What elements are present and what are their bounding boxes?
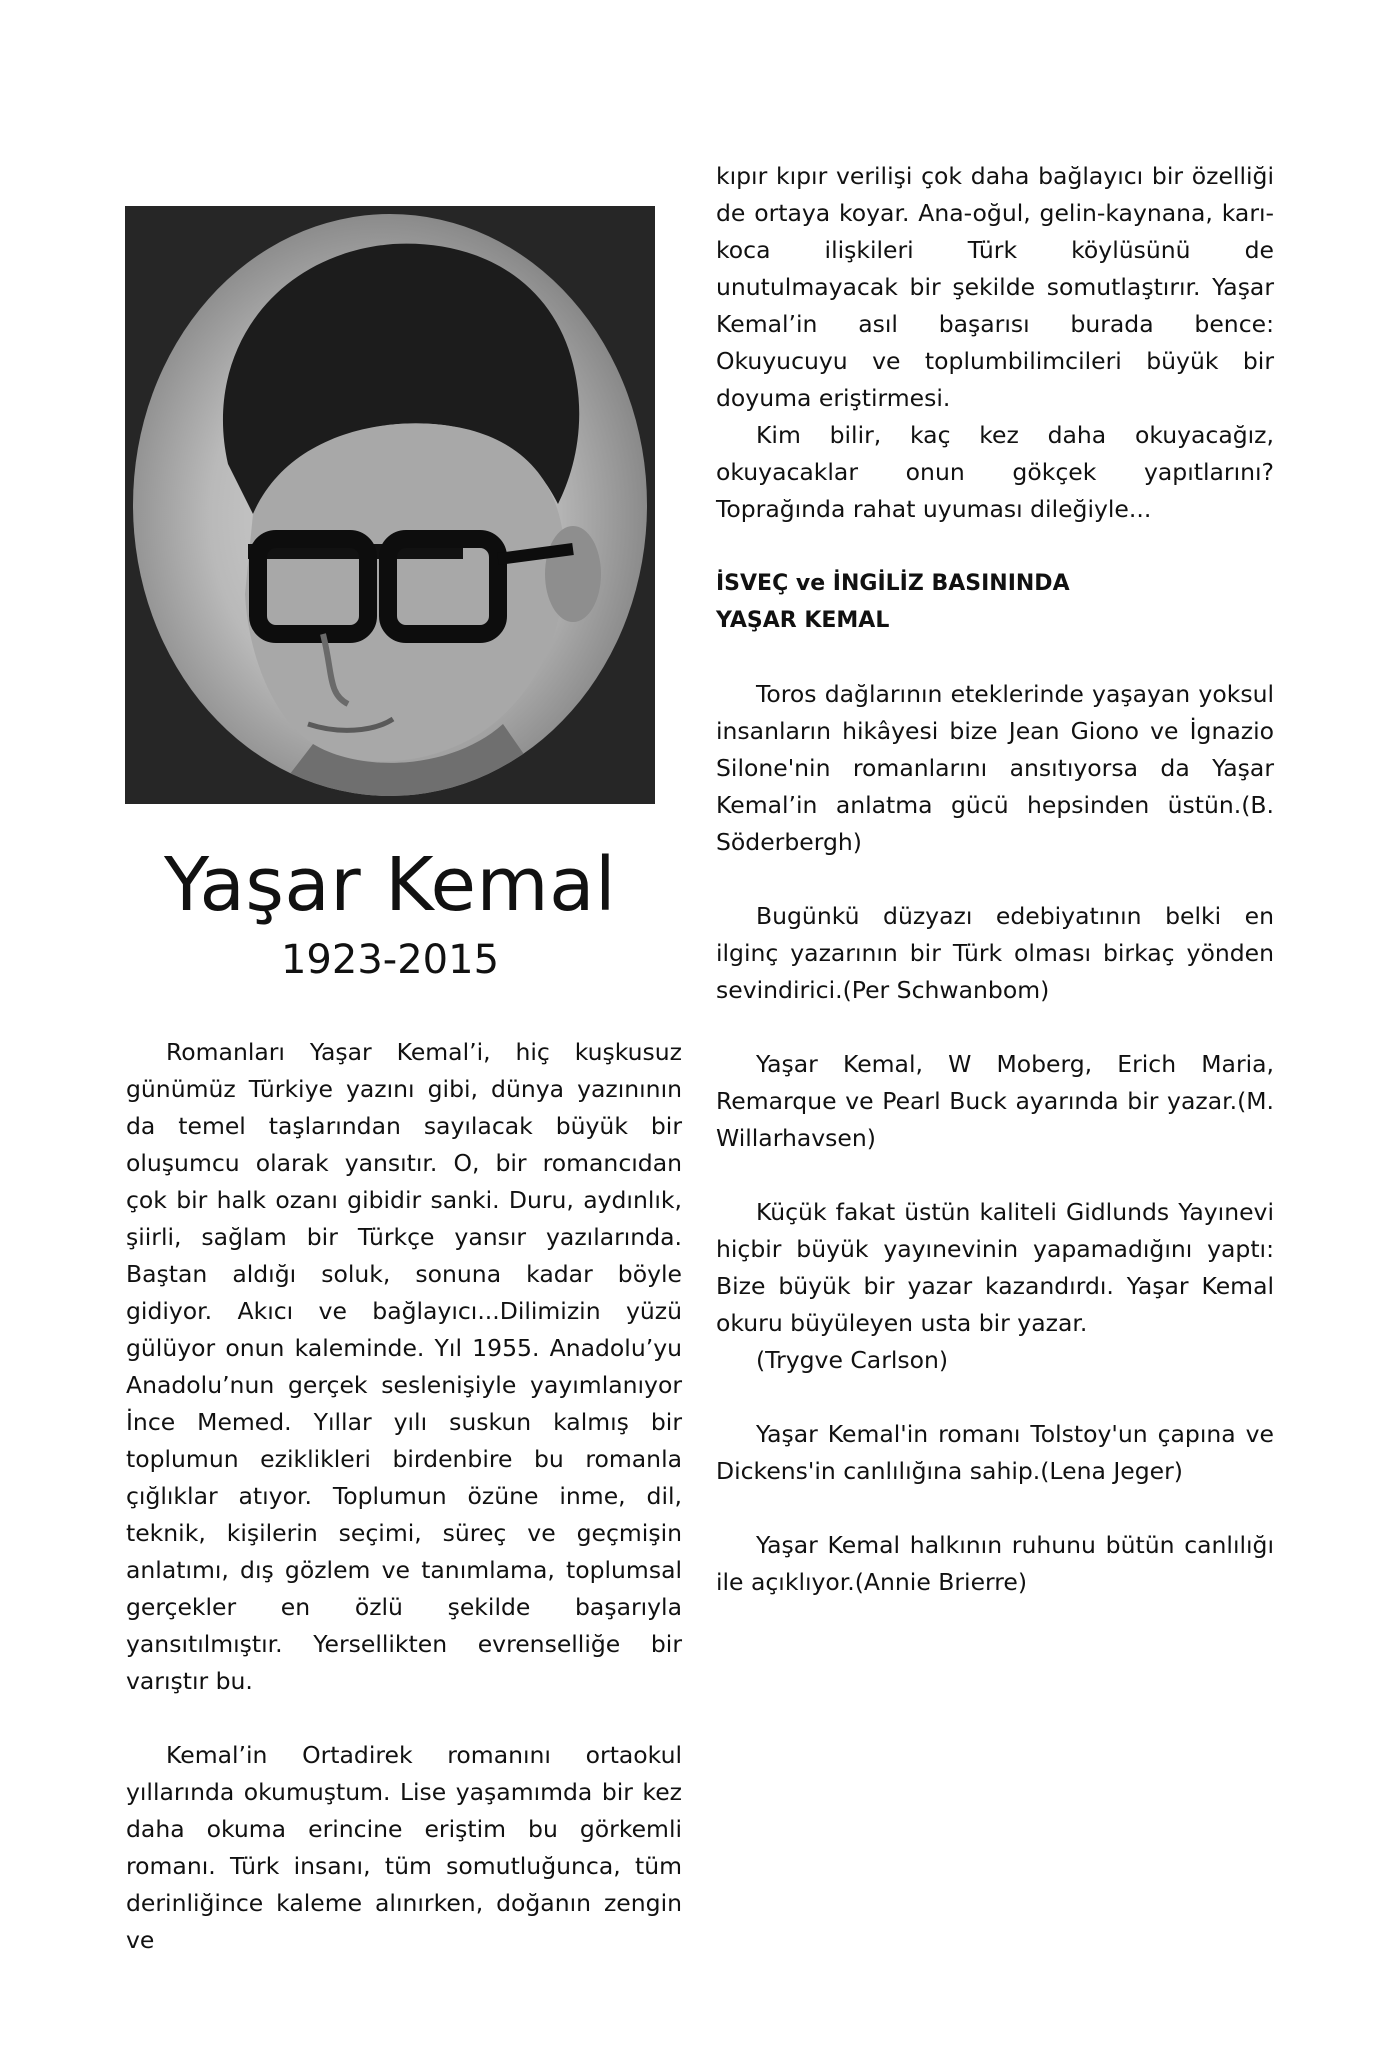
author-name: Yaşar Kemal <box>163 842 617 928</box>
press-quote: Bugünkü düzyazı edebiyatının belki en ilginç yazarının bir Türk olması birkaç yönden sevindirici.(Per Schwanbom) <box>716 902 1274 1004</box>
section-heading <box>716 565 1274 639</box>
paragraph-continuation: kıpır kıpır verilişi çok daha bağlayıcı bir özelliği de ortaya koyar. Ana-oğul, gelin-kaynana, karı-koca ilişkileri Türk köylüsünü de unutulmayacak bir şekilde somutlaştırır. Yaşar Kemal’in asıl başarısı burada bence: Okuyucuyu ve toplumbilimcileri büyük bir doyuma eriştirmesi. <box>716 162 1274 412</box>
press-quote: Yaşar Kemal, W Moberg, Erich Maria, Remarque ve Pearl Buck ayarında bir yazar.(M. Willarhavsen) <box>716 1050 1274 1152</box>
author-years: 1923-2015 <box>280 937 500 983</box>
press-quote: Yaşar Kemal halkının ruhunu bütün canlılığı ile açıklıyor.(Annie Brierre) <box>716 1531 1274 1596</box>
portrait-photo <box>125 206 655 804</box>
press-quote: Küçük fakat üstün kaliteli Gidlunds Yayınevi hiçbir büyük yayınevinin yapamadığını yaptı: Bize büyük bir yazar kazandırdı. Yaşar Kemal okuru büyüleyen usta bir yazar. <box>716 1198 1274 1337</box>
paragraph: Kim bilir, kaç kez daha okuyacağız, okuyacaklar onun gökçek yapıtlarını? Toprağında rahat uyuması dileğiyle... <box>716 421 1274 523</box>
press-quote: Toros dağlarının eteklerinde yaşayan yoksul insanların hikâyesi bize Jean Giono ve İgnazio Silone'nin romanlarını ansıtıyorsa da Yaşar Kemal’in anlatma gücü hepsinden üstün.(B. Söderbergh) <box>716 680 1274 856</box>
portrait-photo-icon <box>133 214 647 796</box>
right-column <box>716 158 1274 1601</box>
paragraph: Kemal’in Ortadirek romanını ortaokul yıllarında okumuştum. Lise yaşamımda bir kez daha okuma erincine eriştim bu görkemli romanı. Türk insanı, tüm somutluğunca, tüm derinliğince kaleme alınırken, doğanın zengin ve <box>126 1741 682 1954</box>
left-column <box>126 1034 682 1959</box>
quote-attribution: (Trygve Carlson) <box>756 1346 949 1374</box>
paragraph: Romanları Yaşar Kemal’i, hiç kuşkusuz günümüz Türkiye yazını gibi, dünya yazınının da temel taşlarından sayılacak büyük bir oluşumcu olarak yansıtır. O, bir romancıdan çok bir halk ozanı gibidir sanki. Duru, aydınlık, şiirli, sağlam bir Türkçe yansır yazılarında. Baştan aldığı soluk, sonuna kadar böyle gidiyor. Akıcı ve bağlayıcı...Dilimizin yüzü gülüyor onun kaleminde. Yıl 1955. Anadolu’yu Anadolu’nun gerçek seslenişiyle yayımlanıyor İnce Memed. Yıllar yılı suskun kalmış bir toplumun eziklikleri birdenbire bu romanla çığlıklar atıyor. Toplumun özüne inme, dil, teknik, kişilerin seçimi, süreç ve geçmişin anlatımı, dış gözlem ve tanımlama, toplumsal gerçekler en özlü şekilde başarıyla yansıtılmıştır. Yersellikten evrenselliğe bir varıştır bu. <box>126 1038 682 1695</box>
portrait-oval <box>133 214 647 796</box>
press-quote: Yaşar Kemal'in romanı Tolstoy'un çapına ve Dickens'in canlılığına sahip.(Lena Jeger) <box>716 1420 1274 1485</box>
section-heading-line: YAŞAR KEMAL <box>716 608 890 633</box>
section-heading-line: İSVEÇ ve İNGİLİZ BASININDA <box>716 571 1070 596</box>
